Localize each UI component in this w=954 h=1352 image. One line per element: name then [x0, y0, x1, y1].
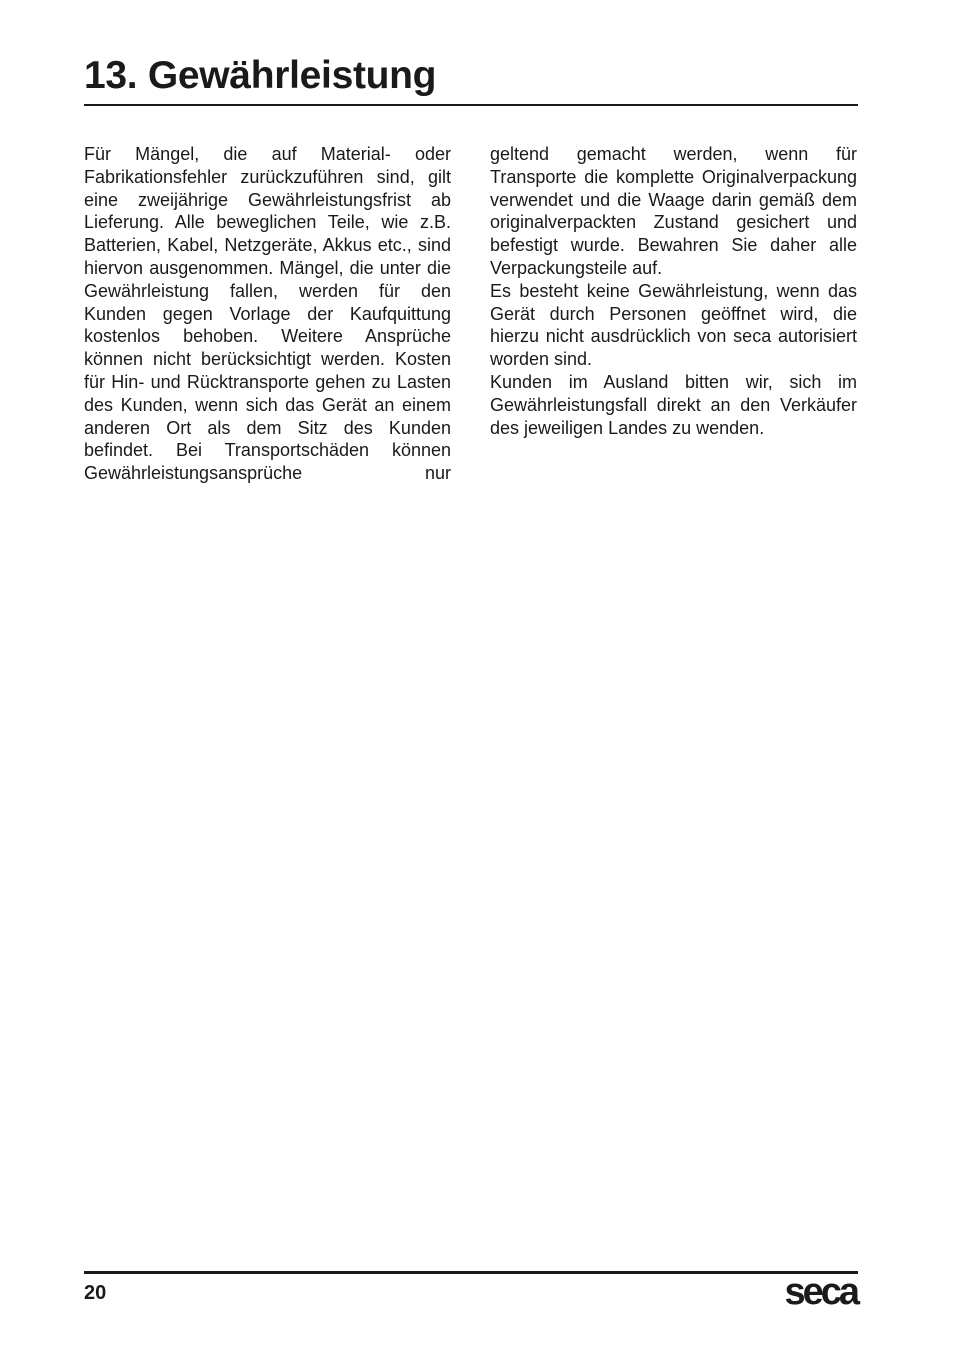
paragraph-foreign-customers: Kunden im Ausland bitten wir, sich im Gewährleistungsfall direkt an den Verkäufer des jeweiligen Landes zu wenden.: [490, 371, 857, 438]
paragraph-no-warranty: Es besteht keine Gewährleistung, wenn das Gerät durch Personen geöffnet wird, die hierzu nicht ausdrücklich von seca autorisiert worden sind.: [490, 280, 857, 370]
page-number: 20: [84, 1282, 107, 1304]
footer-divider: [84, 1271, 858, 1274]
seca-logo: seca: [784, 1271, 857, 1313]
paragraph-transport-claims: geltend gemacht werden, wenn für Transporte die komplette Originalverpackung verwendet und die Waage darin gemäß dem originalverpackten Zustand gesichert und befestigt wurde. Bewahren Sie daher alle Verpackungsteile auf.: [490, 144, 857, 278]
paragraph-warranty-terms: Für Mängel, die auf Material- oder Fabrikationsfehler zurückzuführen sind, gilt eine zweijährige Gewährleistungsfrist ab Lieferung. Alle beweglichen Teile, wie z.B. Batterien, Kabel, Netzgeräte, Akkus etc., sind hiervon ausgenommen. Mängel, die unter die Gewährleistung fallen, werden für den Kunden gegen Vorlage der Kaufquittung kostenlos behoben. Weitere Ansprüche können nicht berücksichtigt werden. Kosten für Hin- und Rücktransporte gehen zu Lasten des Kunden, wenn sich das Gerät an einem anderen Ort als dem Sitz des Kunden befindet. Bei Transportschäden können Gewährleistungsansprüche nur: [84, 144, 451, 484]
page-title: 13. Gewährleistung: [84, 54, 437, 97]
title-divider: [84, 104, 858, 106]
text-column-right: [490, 143, 857, 439]
text-column-left: [84, 143, 451, 485]
